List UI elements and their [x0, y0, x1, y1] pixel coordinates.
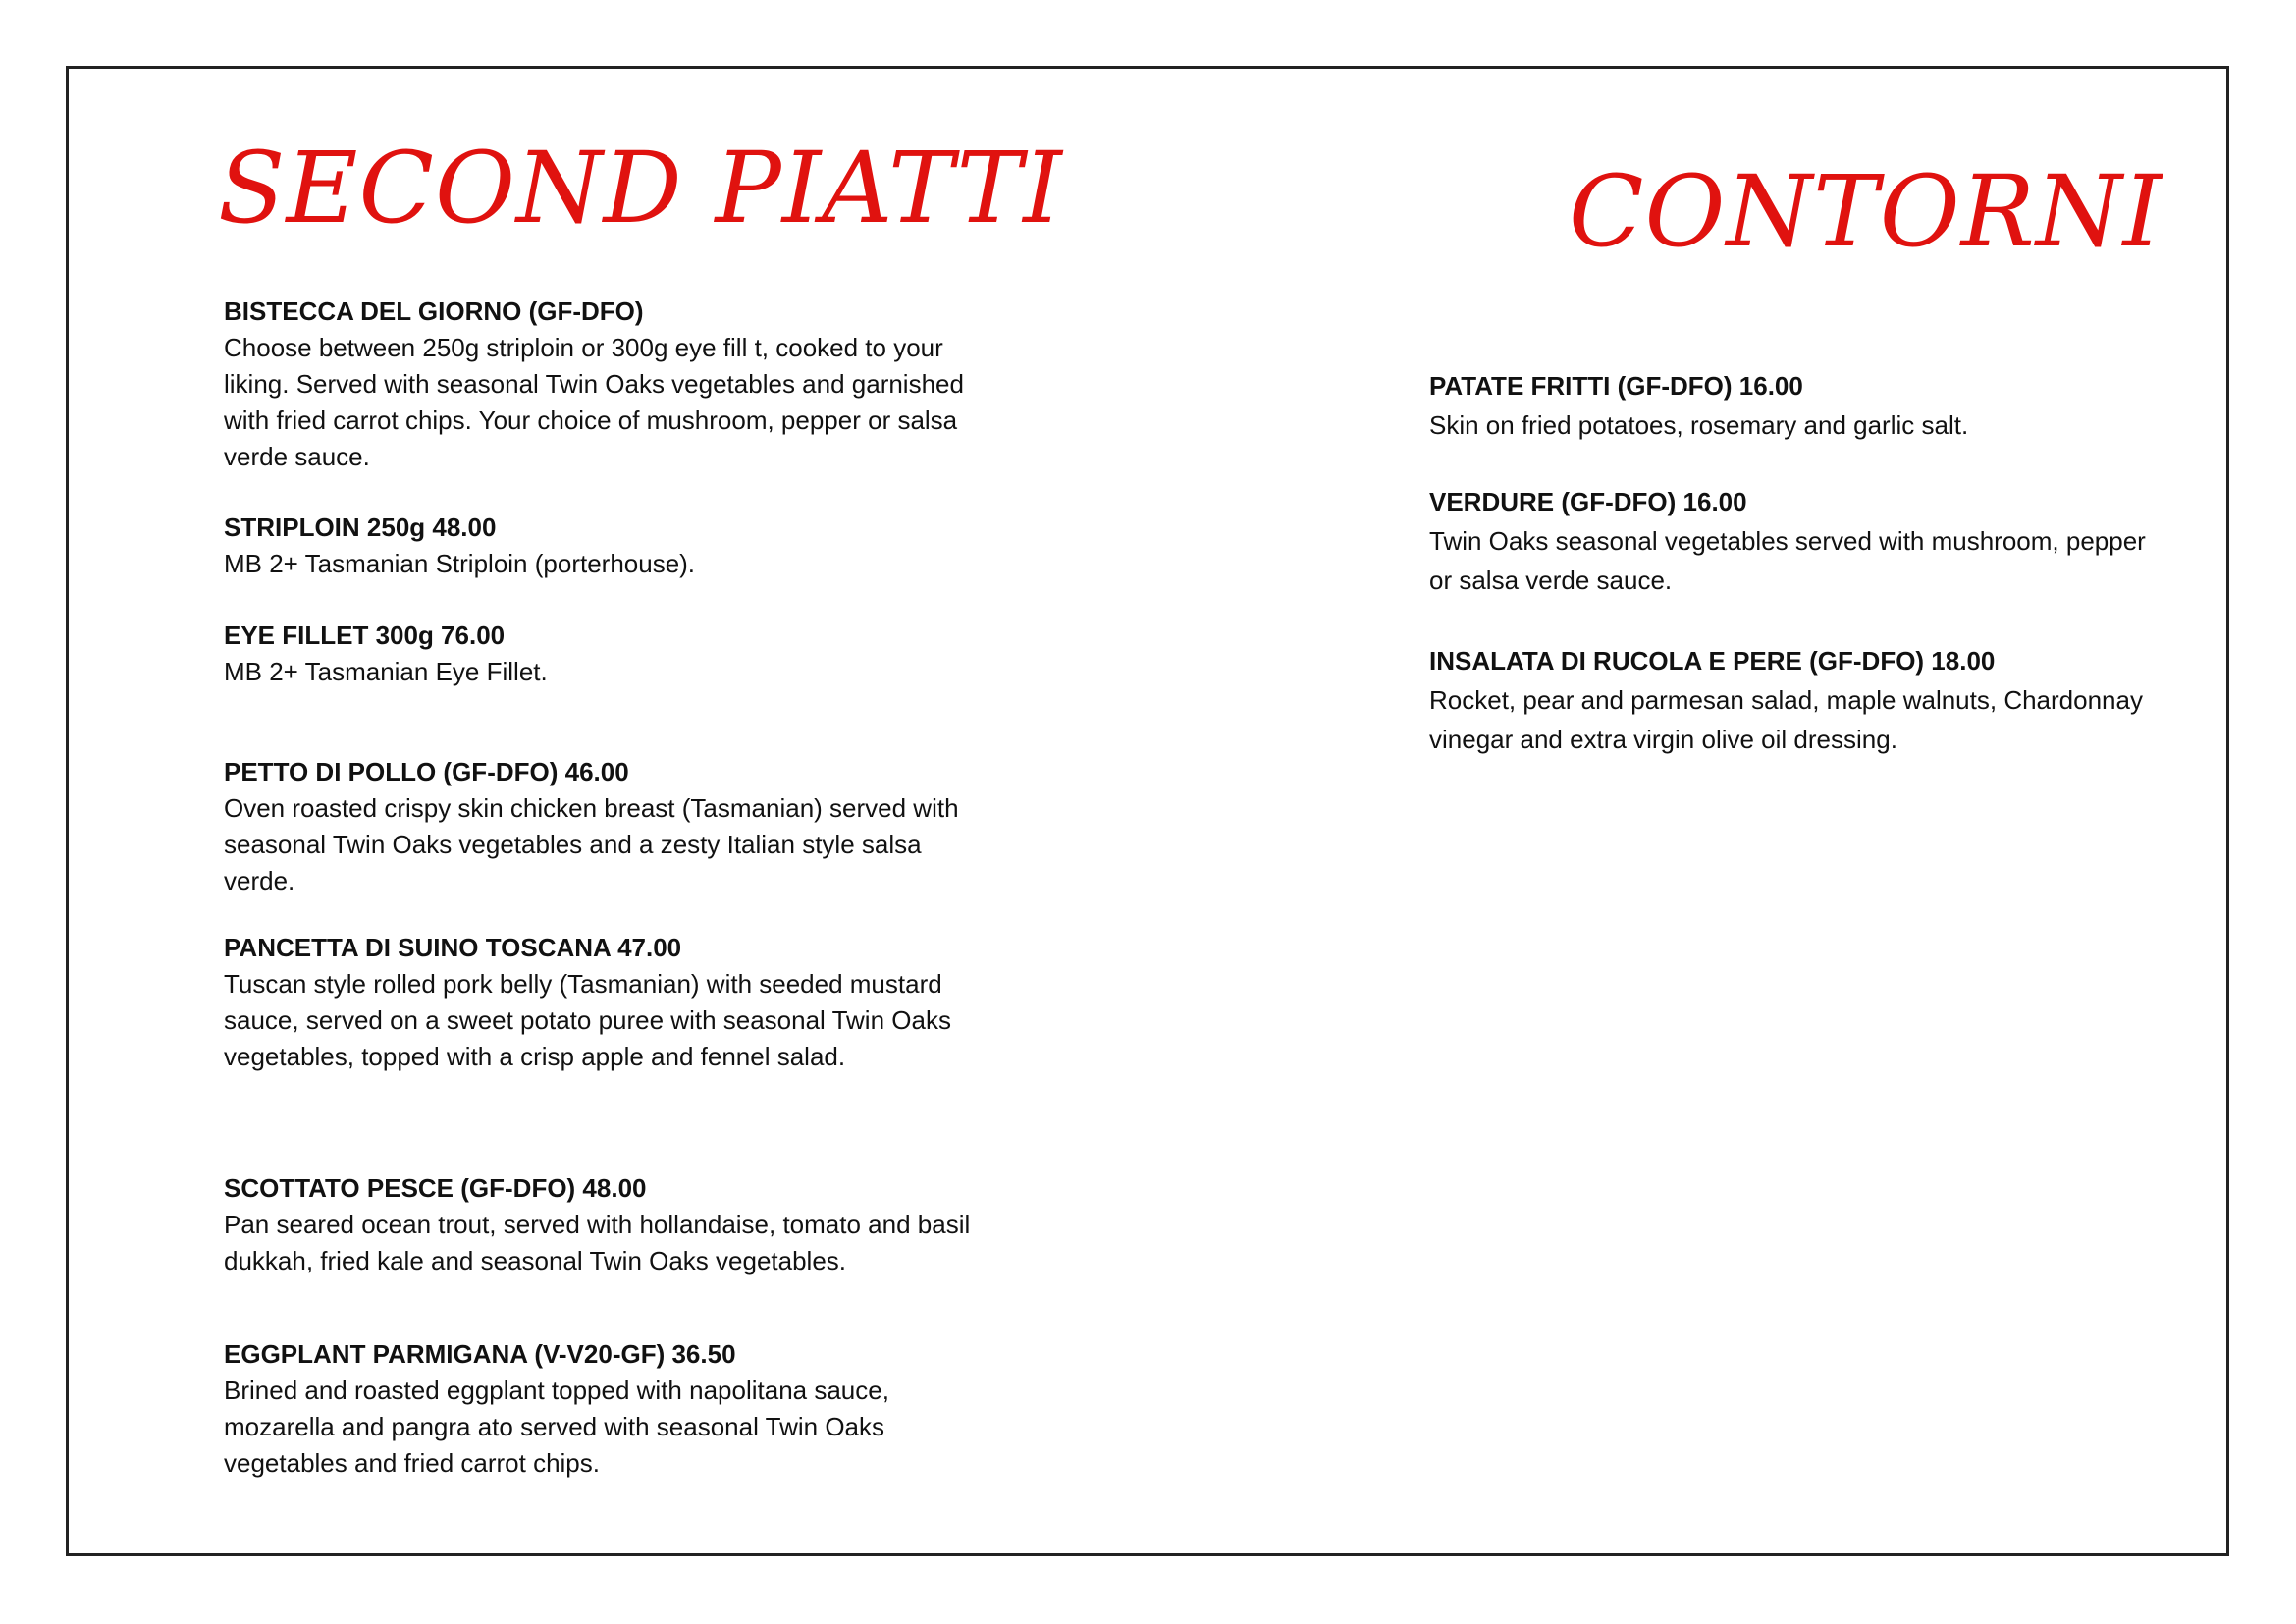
menu-item-petto-di-pollo [224, 754, 989, 899]
menu-item-description: Skin on fried potatoes, rosemary and garlic salt. [1429, 410, 1969, 440]
menu-item-verdure [1429, 482, 2156, 600]
menu-item-description: Oven roasted crispy skin chicken breast (Tasmanian) served with seasonal Twin Oaks vegetables and a zesty Italian style salsa verde. [224, 793, 959, 895]
menu-item-description: MB 2+ Tasmanian Eye Fillet. [224, 657, 548, 686]
menu-item-description: Pan seared ocean trout, served with hollandaise, tomato and basil dukkah, fried kale and seasonal Twin Oaks vegetables. [224, 1210, 971, 1275]
menu-item-description: MB 2+ Tasmanian Striploin (porterhouse). [224, 549, 696, 578]
menu-item-name: PANCETTA DI SUINO TOSCANA 47.00 [224, 933, 682, 962]
menu-item-description: Tuscan style rolled pork belly (Tasmanian) with seeded mustard sauce, served on a sweet potato puree with seasonal Twin Oaks vegetables, topped with a crisp apple and fennel salad. [224, 969, 951, 1071]
section-title-second-piatti: SECOND PIATTI [218, 131, 1063, 245]
menu-item-name: PATATE FRITTI (GF-DFO) 16.00 [1429, 371, 1803, 401]
menu-item-eye-fillet [224, 618, 989, 690]
menu-item-description: Choose between 250g striploin or 300g eye fill t, cooked to your liking. Served with seasonal Twin Oaks vegetables and garnished with fried carrot chips. Your choice of mushroom, pepper or salsa verde sauce. [224, 333, 964, 471]
menu-item-description: Twin Oaks seasonal vegetables served with mushroom, pepper or salsa verde sauce. [1429, 526, 2146, 595]
menu-item-name: INSALATA DI RUCOLA E PERE (GF-DFO) 18.00 [1429, 646, 1996, 676]
menu-item-name: STRIPLOIN 250g 48.00 [224, 513, 497, 542]
menu-item-name: EGGPLANT PARMIGANA (V-V20-GF) 36.50 [224, 1339, 736, 1369]
menu-item-name: PETTO DI POLLO (GF-DFO) 46.00 [224, 757, 629, 786]
menu-item-scottato-pesce [224, 1170, 989, 1279]
menu-item-name: VERDURE (GF-DFO) 16.00 [1429, 487, 1747, 516]
menu-item-description: Rocket, pear and parmesan salad, maple walnuts, Chardonnay vinegar and extra virgin olive oil dressing. [1429, 685, 2143, 754]
menu-item-name: BISTECCA DEL GIORNO (GF-DFO) [224, 297, 644, 326]
menu-item-pancetta [224, 930, 989, 1075]
menu-item-name: EYE FILLET 300g 76.00 [224, 621, 506, 650]
menu-item-insalata [1429, 641, 2156, 759]
menu-item-patate-fritti [1429, 366, 2156, 445]
menu-item-description: Brined and roasted eggplant topped with napolitana sauce, mozarella and pangra ato served with seasonal Twin Oaks vegetables and fried carrot chips. [224, 1376, 889, 1478]
menu-item-bistecca [224, 294, 989, 475]
menu-item-name: SCOTTATO PESCE (GF-DFO) 48.00 [224, 1173, 647, 1203]
menu-item-striploin [224, 510, 989, 582]
section-title-contorni: CONTORNI [1569, 154, 2163, 269]
menu-item-eggplant [224, 1336, 989, 1482]
